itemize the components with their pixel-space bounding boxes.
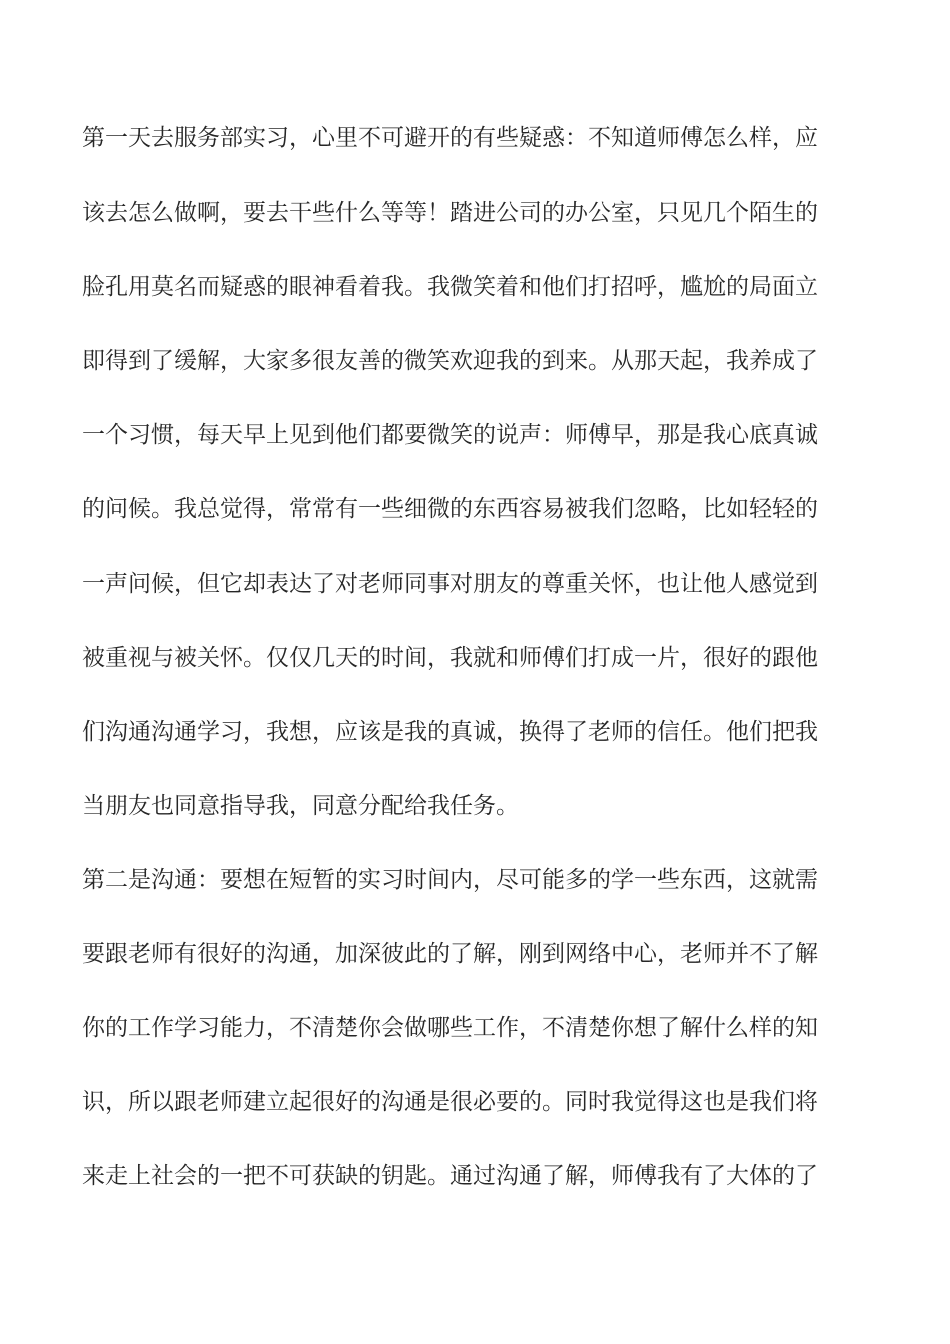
- text-line: 一声问候，但它却表达了对老师同事对朋友的尊重关怀，也让他人感觉到: [82, 571, 818, 597]
- text-line: 一个习惯，每天早上见到他们都要微笑的说声：师傅早，那是我心底真诚: [82, 422, 818, 448]
- text-line: 即得到了缓解，大家多很友善的微笑欢迎我的到来。从那天起，我养成了: [82, 348, 818, 374]
- text-line: 该去怎么做啊，要去干些什么等等！踏进公司的办公室，只见几个陌生的: [82, 200, 818, 226]
- text-line: 第一天去服务部实习，心里不可避开的有些疑惑：不知道师傅怎么样，应: [82, 125, 818, 151]
- text-line: 你的工作学习能力，不清楚你会做哪些工作，不清楚你想了解什么样的知: [82, 1015, 818, 1041]
- text-line: 被重视与被关怀。仅仅几天的时间，我就和师傅们打成一片，很好的跟他: [82, 645, 818, 671]
- text-line: 脸孔用莫名而疑惑的眼神看着我。我微笑着和他们打招呼，尴尬的局面立: [82, 274, 818, 300]
- text-line: 第二是沟通：要想在短暂的实习时间内，尽可能多的学一些东西，这就需: [82, 867, 818, 893]
- text-line: 们沟通沟通学习，我想，应该是我的真诚，换得了老师的信任。他们把我: [82, 719, 818, 745]
- text-line: 要跟老师有很好的沟通，加深彼此的了解，刚到网络中心，老师并不了解: [82, 941, 818, 967]
- text-line: 识，所以跟老师建立起很好的沟通是很必要的。同时我觉得这也是我们将: [82, 1089, 818, 1115]
- text-line: 的问候。我总觉得，常常有一些细微的东西容易被我们忽略，比如轻轻的: [82, 496, 818, 522]
- text-line: 来走上社会的一把不可获缺的钥匙。通过沟通了解，师傅我有了大体的了: [82, 1163, 818, 1189]
- text-line: 当朋友也同意指导我，同意分配给我任务。: [82, 793, 519, 819]
